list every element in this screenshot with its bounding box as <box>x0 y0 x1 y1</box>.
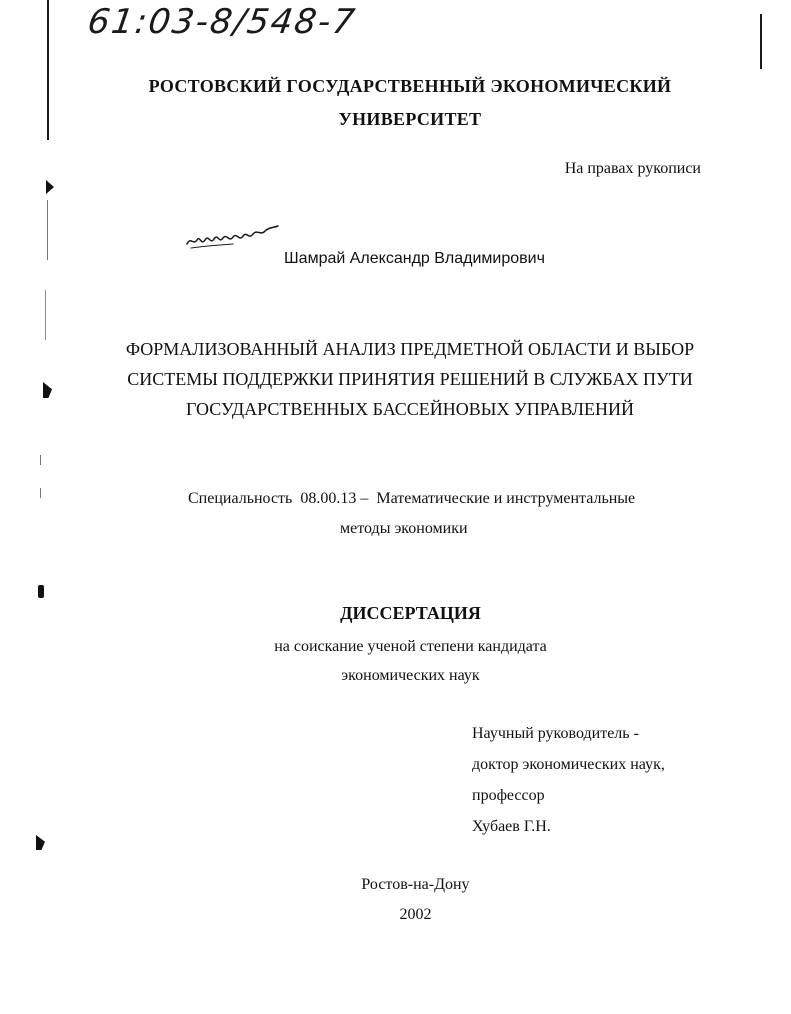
supervisor-line-2: доктор экономических наук, <box>472 756 665 773</box>
scan-edge-line <box>45 290 46 340</box>
scan-edge-line <box>47 0 49 140</box>
author-name: Шамрай Александр Владимирович <box>284 250 545 267</box>
supervisor-line-3: профессор <box>472 787 545 804</box>
specialty-line-2: методы экономики <box>340 520 468 537</box>
specialty <box>188 484 708 544</box>
supervisor-name: Хубаев Г.Н. <box>472 818 551 835</box>
scan-edge-line <box>40 455 41 465</box>
degree-statement <box>15 632 791 690</box>
binder-hole-mark <box>36 835 45 850</box>
university-line-2: УНИВЕРСИТЕТ <box>338 109 482 129</box>
rights-note: На правах рукописи <box>564 160 701 177</box>
scan-edge-line <box>760 14 762 69</box>
scan-edge-line <box>40 488 41 498</box>
supervisor-block <box>472 718 665 842</box>
title-line-1: ФОРМАЛИЗОВАННЫЙ АНАЛИЗ ПРЕДМЕТНОЙ ОБЛАСТИ И ВЫБОР <box>125 339 695 359</box>
year: 2002 <box>399 906 432 923</box>
university-line-1: РОСТОВСКИЙ ГОСУДАРСТВЕННЫЙ ЭКОНОМИЧЕСКИЙ <box>148 76 672 96</box>
degree-line-2: экономических наук <box>341 667 480 684</box>
scan-edge-line <box>47 200 48 260</box>
title-line-2: СИСТЕМЫ ПОДДЕРЖКИ ПРИНЯТИЯ РЕШЕНИЙ В СЛУЖБАХ ПУТИ <box>127 369 693 389</box>
dissertation-heading: ДИССЕРТАЦИЯ <box>340 603 481 623</box>
place-and-year <box>20 870 791 930</box>
binder-hole-mark <box>38 585 44 598</box>
city: Ростов-на-Дону <box>361 876 470 893</box>
archive-number: 61:03-8/548-7 <box>85 2 359 42</box>
university-name <box>60 70 760 136</box>
specialty-line-1: Специальность 08.00.13 – Математические и инструментальные <box>188 490 636 507</box>
binder-hole-mark <box>43 382 52 398</box>
title-line-3: ГОСУДАРСТВЕННЫХ БАССЕЙНОВЫХ УПРАВЛЕНИЙ <box>186 399 634 419</box>
dissertation-title <box>60 334 760 424</box>
degree-line-1: на соискание ученой степени кандидата <box>274 638 547 655</box>
author-signature <box>185 222 280 250</box>
binder-hole-mark <box>46 180 54 194</box>
supervisor-line-1: Научный руководитель - <box>472 725 639 742</box>
